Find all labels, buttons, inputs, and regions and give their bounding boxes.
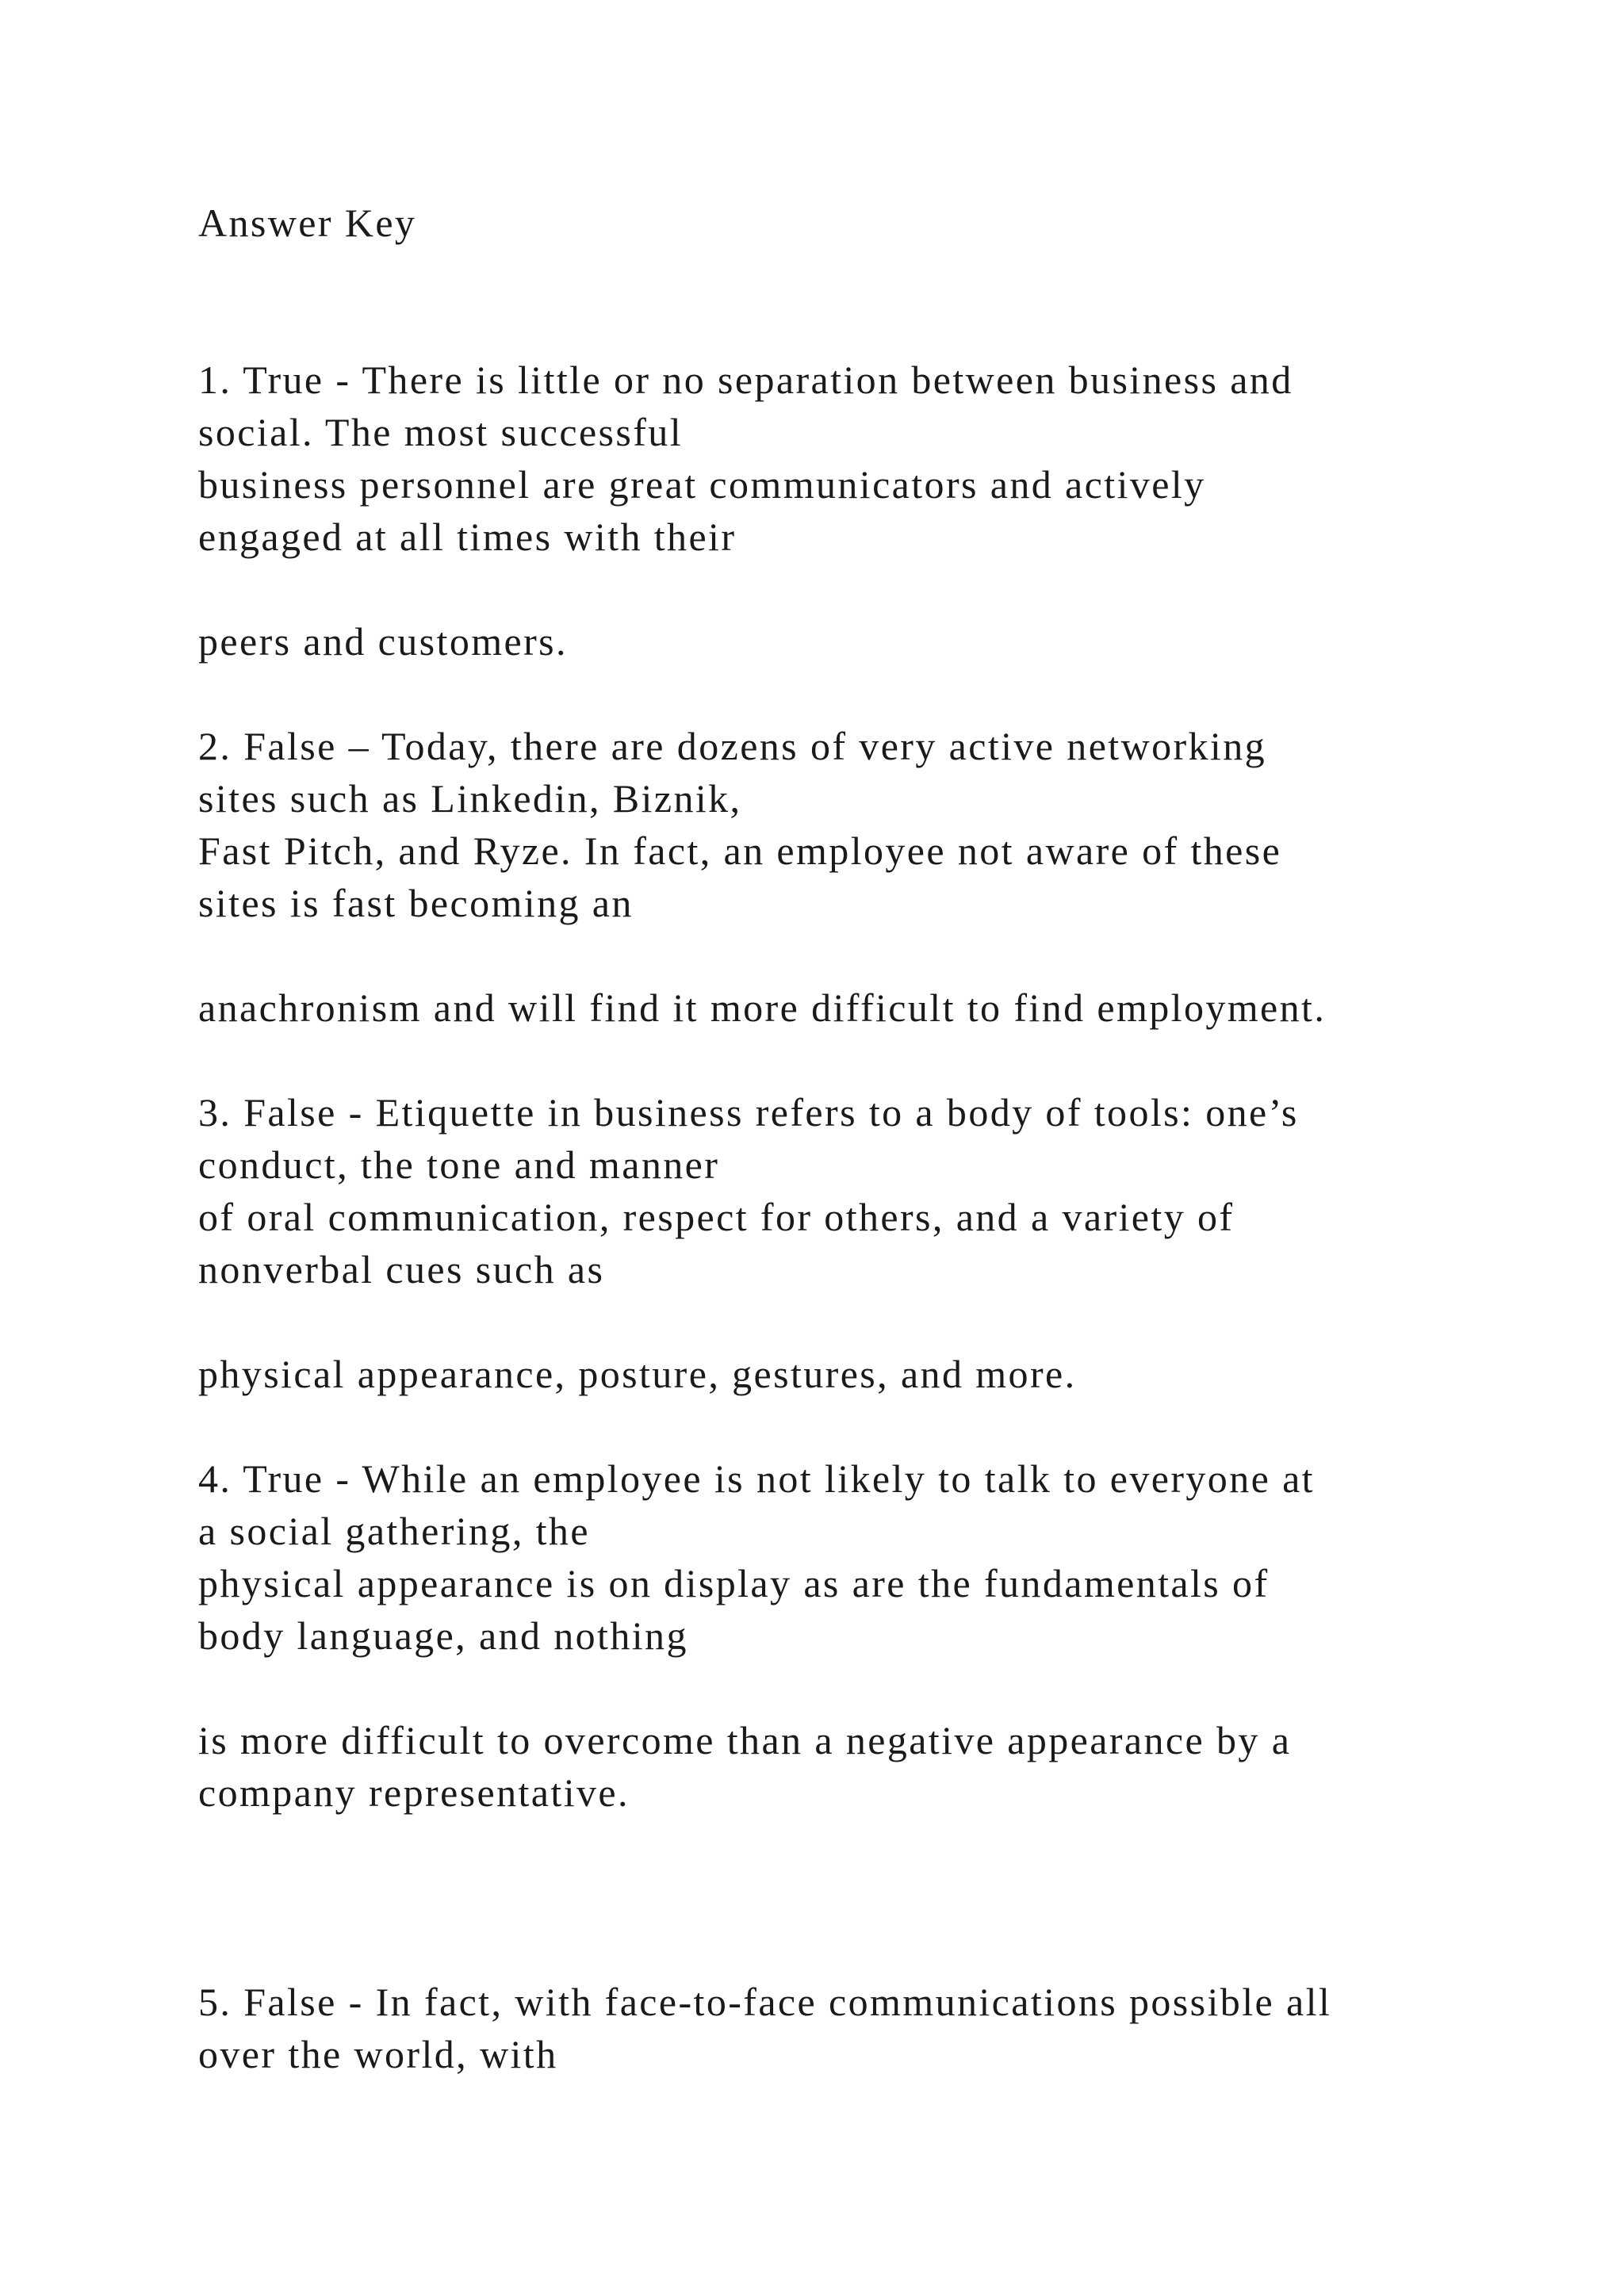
text-line: a social gathering, the (198, 1509, 590, 1553)
text-line: of oral communication, respect for others, and a variety of (198, 1195, 1235, 1239)
text-line: peers and customers. (198, 619, 568, 664)
text-line: is more difficult to overcome than a negative appearance by a (198, 1718, 1292, 1762)
text-line: 4. True - While an employee is not likely to talk to everyone at (198, 1456, 1315, 1501)
text-line: physical appearance, posture, gestures, and more. (198, 1352, 1077, 1396)
page-title: Answer Key (198, 201, 417, 245)
text-line: Fast Pitch, and Ryze. In fact, an employee not aware of these (198, 828, 1282, 873)
text-line: conduct, the tone and manner (198, 1142, 720, 1187)
text-line: body language, and nothing (198, 1613, 688, 1658)
text-line: 1. True - There is little or no separation between business and (198, 358, 1293, 402)
text-line: anachronism and will find it more difficult to find employment. (198, 985, 1327, 1030)
text-line: 5. False - In fact, with face-to-face communications possible all (198, 1980, 1332, 2024)
text-line: sites is fast becoming an (198, 881, 634, 925)
text-line: social. The most successful (198, 410, 683, 454)
text-line: nonverbal cues such as (198, 1247, 605, 1292)
text-line: physical appearance is on display as are the fundamentals of (198, 1561, 1270, 1605)
text-line: 3. False - Etiquette in business refers to a body of tools: one’s (198, 1090, 1299, 1135)
text-line: business personnel are great communicators and actively (198, 462, 1206, 507)
text-line: 2. False – Today, there are dozens of very active networking (198, 724, 1267, 768)
text-line: company representative. (198, 1770, 630, 1815)
text-line: sites such as Linkedin, Biznik, (198, 776, 742, 821)
text-line: over the world, with (198, 2032, 558, 2076)
text-line: engaged at all times with their (198, 515, 737, 559)
